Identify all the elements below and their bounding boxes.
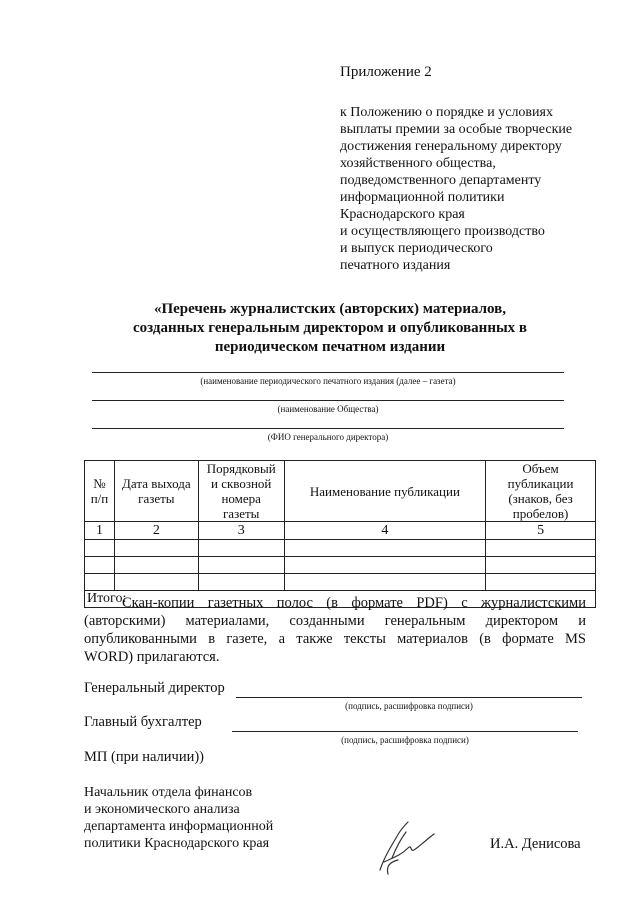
table-row <box>85 557 596 574</box>
header-cell-volume: Объем публикации (знаков, без пробелов) <box>486 461 596 522</box>
accountant-signature-label: Главный бухгалтер <box>84 714 202 730</box>
column-number: 2 <box>114 522 198 540</box>
table-cell <box>486 557 596 574</box>
table-cell <box>284 574 485 591</box>
table-cell <box>284 557 485 574</box>
director-signature-line <box>236 697 582 698</box>
appendix-line: выплаты премии за особые творческие <box>340 122 573 137</box>
table-cell <box>486 574 596 591</box>
note-line: Скан-копии газетных полос (в формате PDF) с журналистскими <box>122 595 586 611</box>
title-line: «Перечень журналистских (авторских) материалов, <box>153 301 507 317</box>
publications-table <box>84 460 596 608</box>
director-signature-label: Генеральный директор <box>84 680 225 696</box>
signer-position <box>84 784 273 852</box>
position-line: политики Краснодарского края <box>84 836 270 851</box>
appendix-line: хозяйственного общества, <box>340 156 496 171</box>
appendix-line: печатного издания <box>340 258 451 273</box>
table-header-row <box>85 461 596 522</box>
position-line: и экономического анализа <box>84 802 240 817</box>
table-cell <box>198 540 284 557</box>
company-name-caption: (наименование Общества) <box>277 404 379 414</box>
header-cell-date: Дата выхода газеты <box>114 461 198 522</box>
position-line: департамента информационной <box>84 819 274 834</box>
column-number: 4 <box>284 522 485 540</box>
title-line: периодическом печатном издании <box>214 339 446 355</box>
table-cell <box>85 574 115 591</box>
table-row <box>85 574 596 591</box>
appendix-description <box>340 104 610 274</box>
document-title <box>90 300 570 357</box>
table-cell <box>114 574 198 591</box>
table-cell <box>85 557 115 574</box>
table-cell <box>114 557 198 574</box>
note-line: (авторскими) материалами, созданными генеральным директором и <box>84 613 586 629</box>
table-cell <box>114 540 198 557</box>
header-cell-publication-name: Наименование публикации <box>284 461 485 522</box>
appendix-line: к Положению о порядке и условиях <box>340 105 553 120</box>
table-cell <box>85 540 115 557</box>
column-number-row <box>85 522 596 540</box>
newspaper-name-caption: (наименование периодического печатного издания (далее – газета) <box>200 376 456 386</box>
director-name-line <box>92 428 564 429</box>
appendix-line: подведомственного департаменту <box>340 173 542 188</box>
position-line: Начальник отдела финансов <box>84 785 253 800</box>
table-cell <box>198 557 284 574</box>
header-cell-number: № п/п <box>85 461 115 522</box>
table-cell <box>198 574 284 591</box>
appendix-line: и осуществляющего производство <box>340 224 545 239</box>
accountant-signature-line <box>232 731 578 732</box>
director-signature-caption: (подпись, расшифровка подписи) <box>345 701 473 711</box>
column-number: 5 <box>486 522 596 540</box>
stamp-label: МП (при наличии)) <box>84 749 205 765</box>
total-label: Итого: <box>85 591 596 608</box>
appendix-line: достижения генеральному директору <box>340 139 562 154</box>
table-row <box>85 540 596 557</box>
title-line: созданных генеральным директором и опубликованных в <box>132 320 528 336</box>
note-line: WORD) прилагаются. <box>84 649 220 665</box>
accountant-signature-caption: (подпись, расшифровка подписи) <box>341 735 469 745</box>
header-cell-issue-number: Порядковый и сквозной номера газеты <box>198 461 284 522</box>
column-number: 3 <box>198 522 284 540</box>
newspaper-name-line <box>92 372 564 373</box>
appendix-line: и выпуск периодического <box>340 241 493 256</box>
note-line: опубликованными в газете, а также тексты материалов (в формате MS <box>84 631 586 647</box>
column-number: 1 <box>85 522 115 540</box>
appendix-title: Приложение 2 <box>340 64 432 80</box>
handwritten-signature <box>370 818 450 878</box>
table-cell <box>486 540 596 557</box>
appendix-line: информационной политики <box>340 190 505 205</box>
signer-name: И.А. Денисова <box>490 836 581 852</box>
director-name-caption: (ФИО генерального директора) <box>267 432 389 442</box>
company-name-line <box>92 400 564 401</box>
appendix-line: Краснодарского края <box>340 207 465 222</box>
table-cell <box>284 540 485 557</box>
attachment-note <box>84 594 586 666</box>
